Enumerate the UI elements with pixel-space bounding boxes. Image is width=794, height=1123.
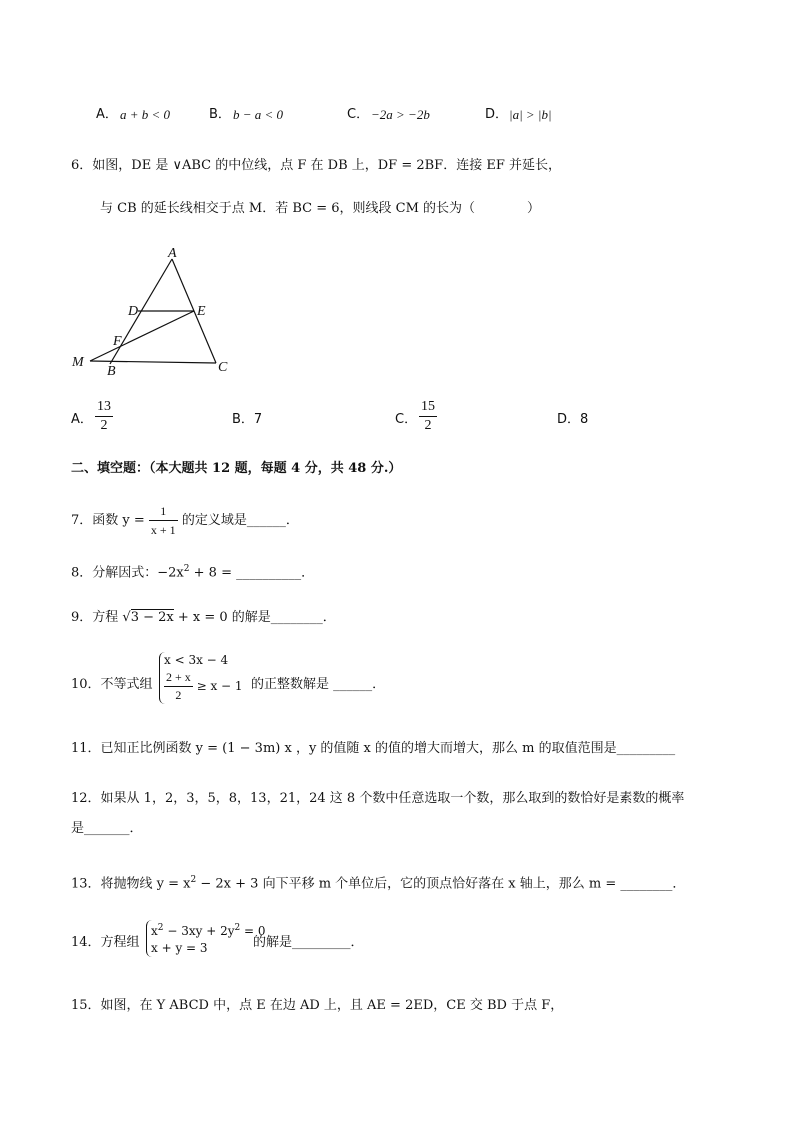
q5-option-d-expr: |a| > |b|	[509, 107, 552, 122]
q5-option-c-label: C．	[347, 107, 370, 122]
q12-line1: 12．如果从 1，2，3，5，8，13，21，24 这 8 个数中任意选取一个数，那么取到的数恰好是素数的概率	[71, 791, 685, 806]
label-m: M	[72, 355, 84, 370]
q8-sup: 2	[183, 564, 190, 574]
q14-row1c: = 0	[240, 924, 266, 938]
q6-option-a-den: 2	[95, 416, 113, 435]
q6-option-a-label: A．	[71, 412, 93, 427]
label-a: A	[168, 246, 177, 261]
q6-option-b: B．7	[232, 412, 263, 427]
q8	[71, 560, 314, 582]
q7	[71, 502, 299, 539]
q5-option-a-label: A．	[96, 107, 118, 122]
q9-pre: 9．方程	[71, 610, 123, 625]
q7-pre: 7．函数 y =	[71, 513, 149, 528]
q9-radicand: 3 − 2x	[130, 610, 174, 625]
q5-option-b-expr: b − a < 0	[233, 107, 284, 122]
q5-option-b-label: B．	[209, 107, 231, 122]
q5-option-a-expr: a + b < 0	[120, 107, 171, 122]
q9	[71, 609, 336, 627]
label-f: F	[113, 334, 122, 349]
q7-post: 的定义域是______．	[177, 513, 299, 528]
q10-system	[159, 652, 243, 704]
q6-option-a-num: 13	[97, 399, 111, 414]
q6-option-c-num: 15	[421, 399, 435, 414]
segment-me	[90, 311, 194, 361]
label-d: D	[128, 304, 139, 319]
q6-triangle-figure	[70, 245, 240, 380]
q14-pre: 14．方程组	[71, 935, 140, 950]
q13-pre: 13．将抛物线 y = x	[71, 876, 191, 892]
q13	[71, 871, 685, 893]
q6-options	[71, 398, 691, 442]
q9-radical-sign: √	[122, 610, 131, 625]
segment-mc	[90, 361, 216, 363]
q6-line1: 6．如图，DE 是 ∨ABC 的中位线，点 F 在 DB 上，DF = 2BF．连接 EF 并延长，	[71, 158, 561, 173]
q15: 15．如图，在 Y ABCD 中，点 E 在边 AD 上，且 AE = 2ED，CE 交 BD 于点 F，	[71, 998, 564, 1013]
q8-post: + 8 = __________．	[189, 565, 315, 581]
q14-post: 的解是_________．	[253, 935, 364, 950]
q14-system	[146, 920, 266, 957]
q6-option-c-den: 2	[419, 416, 437, 435]
q10-row2-den: 2	[164, 686, 193, 704]
q6-option-c-label: C．	[395, 412, 418, 427]
q5-option-c-expr: −2a > −2b	[371, 107, 430, 122]
q8-pre: 8．分解因式：−2x	[71, 565, 184, 581]
q10-row1: x < 3x − 4	[164, 653, 229, 667]
q7-den: x + 1	[149, 520, 178, 539]
q14-row2: x + y = 3	[151, 941, 208, 955]
q11: 11．已知正比例函数 y = (1 − 3m) x ，y 的值随 x 的值的增大而增大，那么 m 的取值范围是_________	[71, 741, 676, 756]
q6-line2: 与 CB 的延长线相交于点 M．若 BC = 6，则线段 CM 的长为（ ）	[100, 201, 541, 216]
label-b: B	[107, 364, 116, 379]
q14-row1a: x	[151, 924, 158, 938]
q10-row2-num: 2 + x	[166, 670, 191, 684]
q10-row2-fraction	[164, 669, 193, 704]
q7-fraction	[149, 502, 178, 539]
q10-row2-post: ≥ x − 1	[192, 679, 243, 693]
q6-option-a-fraction	[95, 398, 113, 435]
q10-pre: 10．不等式组	[71, 677, 153, 692]
q14-row1-sup2: 2	[234, 923, 241, 933]
q10-post: 的正整数解是 ______．	[251, 677, 386, 692]
label-e: E	[197, 304, 206, 319]
section2-title: 二、填空题：（本大题共 12 题，每题 4 分，共 48 分.）	[71, 461, 402, 476]
q9-post: + x = 0 的解是________．	[173, 610, 336, 625]
q13-post: − 2x + 3 向下平移 m 个单位后，它的顶点恰好落在 x 轴上，那么 m = ________．	[196, 876, 686, 892]
q12-line2: 是_______．	[71, 821, 143, 836]
q13-sup: 2	[190, 875, 197, 885]
q6-option-c-fraction	[419, 398, 437, 435]
q14-row1b: − 3xy + 2y	[163, 924, 235, 938]
q14-row1-sup: 2	[157, 923, 164, 933]
q7-num: 1	[160, 504, 167, 518]
q6-option-d: D．8	[557, 412, 589, 427]
label-c: C	[218, 360, 228, 375]
q5-option-d-label: D．	[485, 107, 509, 122]
